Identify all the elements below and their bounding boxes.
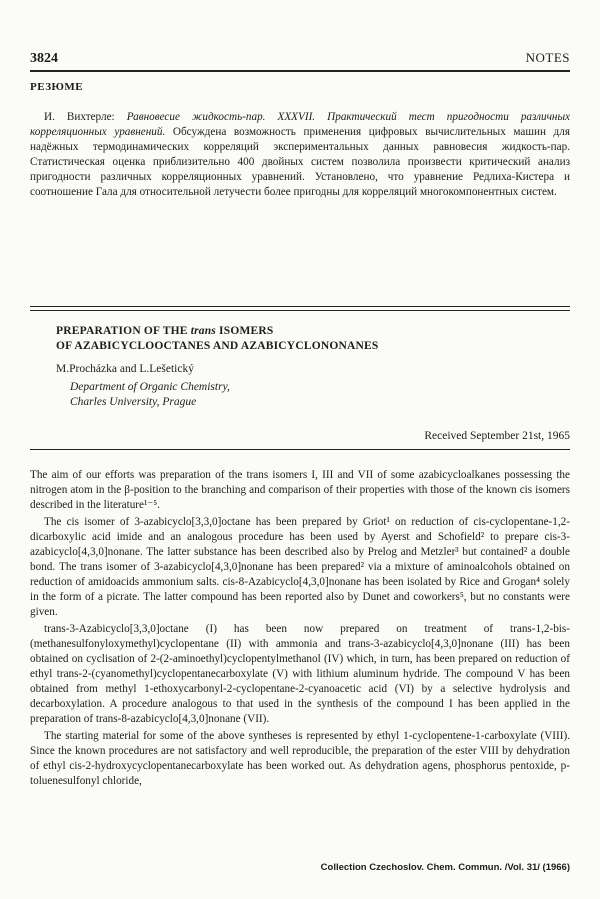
page-number: 3824 <box>30 51 58 66</box>
page-header <box>30 50 570 67</box>
paragraph-1: The aim of our efforts was preparation of the trans isomers I, III and VII of some azabicycloalkanes possessing the nitrogen atom in the β-position to the branching and comparison of their properties with those of the known cis isomers described in the literature¹⁻⁵. <box>30 469 570 511</box>
body-rule <box>30 449 570 450</box>
section-label: NOTES <box>525 50 570 65</box>
paragraph-3: trans-3-Azabicyclo[3,3,0]octane (I) has been now prepared on treatment of trans-1,2-bis-(methanesulfonyloxymethyl)cyclopentane (II) with ammonia and trans-3-azabicyclo[4,3,0]nonane (III) has been obtained on cyclisation of 2-(2-aminoethyl)cyclopentylmethanol (IV) which, in turn, has been prepared on reduction of ethyl trans-2-(cyanomethyl)cyclopentanecarboxylate (V) with lithium aluminum hydride. The compound V has been obtained from methyl 1-ethoxycarbonyl-2-cyclopentane-2-cyanoacetic acid (VI) by a selective hydrolysis and decarboxylation. A procedure analogous to that used in the synthesis of the compound I has been applied in the preparation of trans-8-azabicyclo[4,3,0]nonane (VII). <box>30 623 570 725</box>
russian-summary <box>30 110 570 200</box>
summary-body: Обсуждена возможность применения цифровых вычислительных машин для надёжных термодинамических корреляций экспериментальных данных равновесия жидкость-пар. Статистическая оценка приблизительно 400 двойных систем позволила произвести критический анализ пригодности различных корреляционных уравнений. Установлено, что уравнение Редлиха-Кистера и соотношение Гала для относительной летучести более пригодны для корреляций многокомпонентных систем. <box>30 126 570 198</box>
journal-footer: Collection Czechoslov. Chem. Commun. /Vol. 31/ (1966) <box>320 862 570 873</box>
summary-label: РЕЗЮМЕ <box>30 81 84 93</box>
header-rule <box>30 70 570 72</box>
received-date: Received September 21st, 1965 <box>424 430 570 442</box>
article-body <box>30 468 570 791</box>
university: Charles University, Prague <box>70 396 197 408</box>
paragraph-2: The cis isomer of 3-azabicyclo[3,3,0]octane has been prepared by Griot¹ on reduction of cis-cyclopentane-1,2-dicarboxylic acid imide and an analogous procedure has been used by Ayerst and Schofield² to prepare cis-3-azabicyclo[4,3,0]nonane. The latter substance has been described also by Prelog and Metzler³ but contained² a double bond. The trans isomer of 3-azabicyclo[4,3,0]nonane has been prepared² via a mixture of aminoalcohols obtained on reduction of amidoacids ammonium salts. cis-8-Azabicyclo[4,3,0]nonane has been isolated by Rice and Grogan⁴ solely in the form of a picrate. The latter compound has been reported also by Dunet and coworkers⁵, but no constants were given. <box>30 516 570 618</box>
affiliation <box>70 380 230 410</box>
section-rule-1 <box>30 306 570 307</box>
department: Department of Organic Chemistry, <box>70 381 230 393</box>
summary-title: Равновесие жидкость-пар. XXXVII. Практический тест пригодности различных корреляционных уравнений. <box>30 111 571 138</box>
article-authors: M.Procházka and L.Lešetický <box>56 363 194 375</box>
article-title: PREPARATION OF THE trans ISOMERS OF AZABICYCLOOCTANES AND AZABICYCLONONANES <box>56 325 379 352</box>
section-rule-2 <box>30 310 570 311</box>
paragraph-4: The starting material for some of the above syntheses is represented by ethyl 1-cyclopentene-1-carboxylate (VIII). Since the known procedures are not satisfactory and well reproducible, the preparation of the ester VIII by dehydration of ethyl cis-2-hydroxycyclopentanecarboxylate has been worked out. As dehydration agens, phosphorus pentoxide, p-toluenesulfonyl chloride, <box>30 730 570 787</box>
summary-authors: И. Вихтерле: <box>44 111 115 123</box>
